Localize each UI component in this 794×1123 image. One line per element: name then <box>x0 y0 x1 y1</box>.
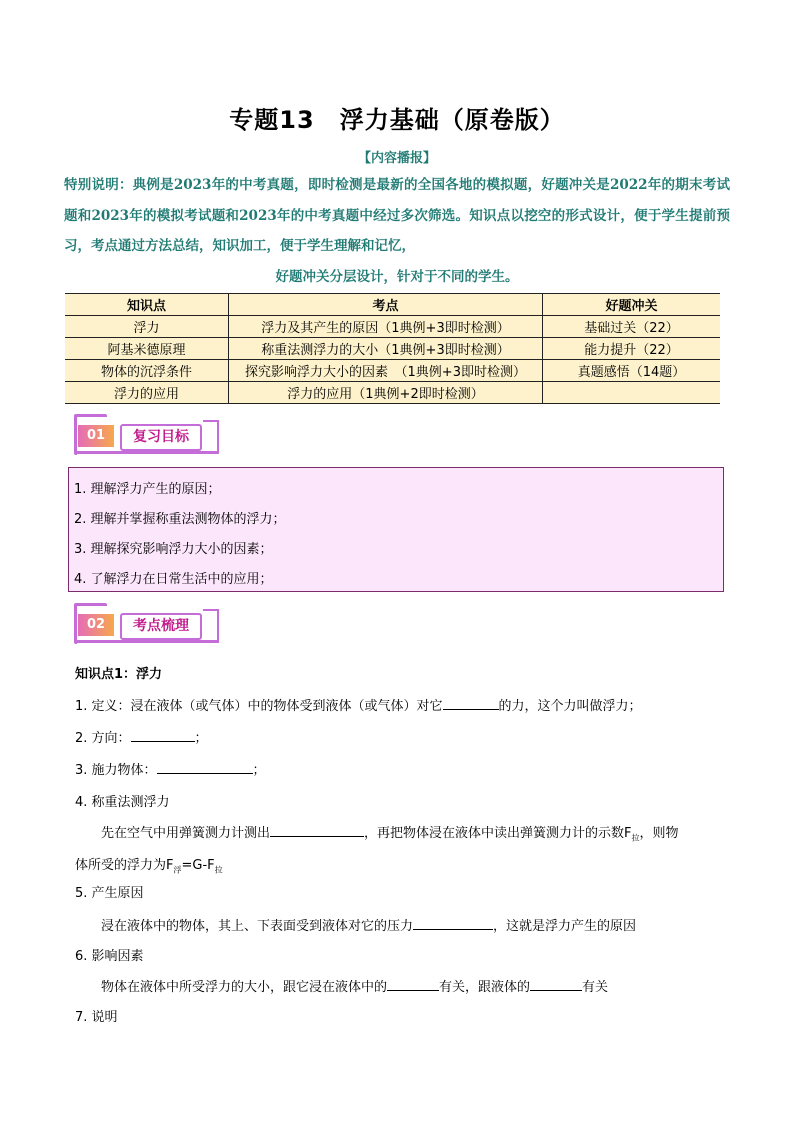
weighing-text-b: ，再把物体浸在液体中读出弹簧测力计的示数F <box>364 826 632 841</box>
table-row <box>65 338 720 360</box>
overview-table <box>65 293 720 404</box>
table-cell: 基础过关（22） <box>584 321 679 336</box>
section-number: 02 <box>78 614 114 636</box>
table-row <box>65 382 720 404</box>
direction-text: 2. 方向： <box>75 731 131 746</box>
table-row <box>65 360 720 382</box>
table-header-row <box>65 294 720 316</box>
table-cell: 探究影响浮力大小的因素 （1典例+3即时检测） <box>229 360 543 382</box>
page-title: 专题13 浮力基础（原卷版） <box>229 106 565 134</box>
goal-item: 2. 理解并掌握称重法测物体的浮力； <box>74 512 286 527</box>
exerting-object-line <box>75 759 725 778</box>
weighing-text-e: =G-F <box>181 857 215 873</box>
section-badge-key-points <box>74 603 219 643</box>
special-note-last: 好题冲关分层设计，针对于不同的学生。 <box>275 268 519 285</box>
goal-item: 4. 了解浮力在日常生活中的应用； <box>74 572 273 587</box>
direction-line <box>75 727 725 746</box>
badge-underline <box>74 640 219 643</box>
table-header: 知识点 <box>65 294 229 316</box>
section-number: 01 <box>78 425 114 447</box>
badge-underline <box>74 451 219 454</box>
fill-blank[interactable] <box>270 824 364 837</box>
subscript-pull: 拉 <box>631 833 640 843</box>
subscript-buoyant: 浮 <box>173 865 182 875</box>
definition-text-end: 的力，这个力叫做浮力； <box>498 699 642 714</box>
factors-text-mid: 有关，跟液体的 <box>439 980 531 995</box>
exerting-object-text: 3. 施力物体： <box>75 763 157 778</box>
fill-blank[interactable] <box>443 697 499 710</box>
exerting-object-text-end: ； <box>252 763 266 778</box>
badge-corner <box>203 420 219 452</box>
goal-item: 1. 理解浮力产生的原因； <box>74 482 221 497</box>
review-goals-box <box>68 467 724 592</box>
factors-line <box>75 976 725 995</box>
factors-text-end: 有关 <box>582 980 609 995</box>
section-badge-review-goals <box>74 414 219 454</box>
factors-text: 物体在液体中所受浮力的大小，跟它浸在液体中的 <box>101 980 388 995</box>
table-cell: 浮力的应用 <box>65 382 229 404</box>
fill-blank[interactable] <box>131 729 195 742</box>
weighing-text-c: ，则物 <box>639 826 679 841</box>
subscript-pull: 拉 <box>214 865 223 875</box>
table-header: 考点 <box>229 294 543 316</box>
table-row <box>65 316 720 338</box>
table-cell: 浮力 <box>65 316 229 338</box>
section-label: 考点梳理 <box>120 613 202 640</box>
cause-title: 5. 产生原因 <box>75 886 144 901</box>
table-cell <box>543 382 721 404</box>
table-cell: 真题感悟（14题） <box>577 365 686 380</box>
knowledge-point-heading: 知识点1：浮力 <box>75 667 163 682</box>
fill-blank[interactable] <box>413 917 493 930</box>
weighing-text-a: 先在空气中用弹簧测力计测出 <box>101 826 271 841</box>
fill-blank[interactable] <box>157 761 253 774</box>
factors-title: 6. 影响因素 <box>75 949 144 964</box>
fill-blank[interactable] <box>530 978 582 991</box>
definition-text: 1. 定义：浸在液体（或气体）中的物体受到液体（或气体）对它 <box>75 699 443 714</box>
table-cell: 阿基米德原理 <box>65 338 229 360</box>
special-note-main: 特别说明：典例是2023年的中考真题，即时检测是最新的全国各地的模拟题，好题冲关是2022年的期末考试题和2023年的模拟考试题和2023年的中考真题中经过多次筛选。知识点以挖空的形式设计，便于学生提前预习，考点通过方法总结，知识加工，便于学生理解和记忆， <box>64 177 730 254</box>
table-header: 好题冲关 <box>605 299 658 314</box>
table-cell: 称重法测浮力的大小（1典例+3即时检测） <box>229 338 543 360</box>
cause-text-end: ，这就是浮力产生的原因 <box>493 919 637 934</box>
definition-line <box>75 695 725 714</box>
section-label: 复习目标 <box>120 424 202 451</box>
cause-line <box>75 915 725 934</box>
goal-item: 3. 理解探究影响浮力大小的因素； <box>74 542 273 557</box>
weighing-method-text <box>75 820 725 883</box>
direction-text-end: ； <box>194 731 208 746</box>
badge-corner <box>203 609 219 641</box>
table-cell: 浮力的应用（1典例+2即时检测） <box>229 382 543 404</box>
weighing-text-d: 体所受的浮力为F <box>75 857 174 873</box>
table-cell: 物体的沉浮条件 <box>65 360 229 382</box>
note-title: 7. 说明 <box>75 1010 118 1025</box>
table-cell: 能力提升（22） <box>584 343 679 358</box>
special-note <box>64 170 730 292</box>
table-cell: 浮力及其产生的原因（1典例+3即时检测） <box>229 316 543 338</box>
weighing-method-title: 4. 称重法测浮力 <box>75 795 170 810</box>
fill-blank[interactable] <box>387 978 439 991</box>
cause-text: 浸在液体中的物体，其上、下表面受到液体对它的压力 <box>101 919 414 934</box>
content-broadcast-heading: 【内容播报】 <box>357 151 436 166</box>
